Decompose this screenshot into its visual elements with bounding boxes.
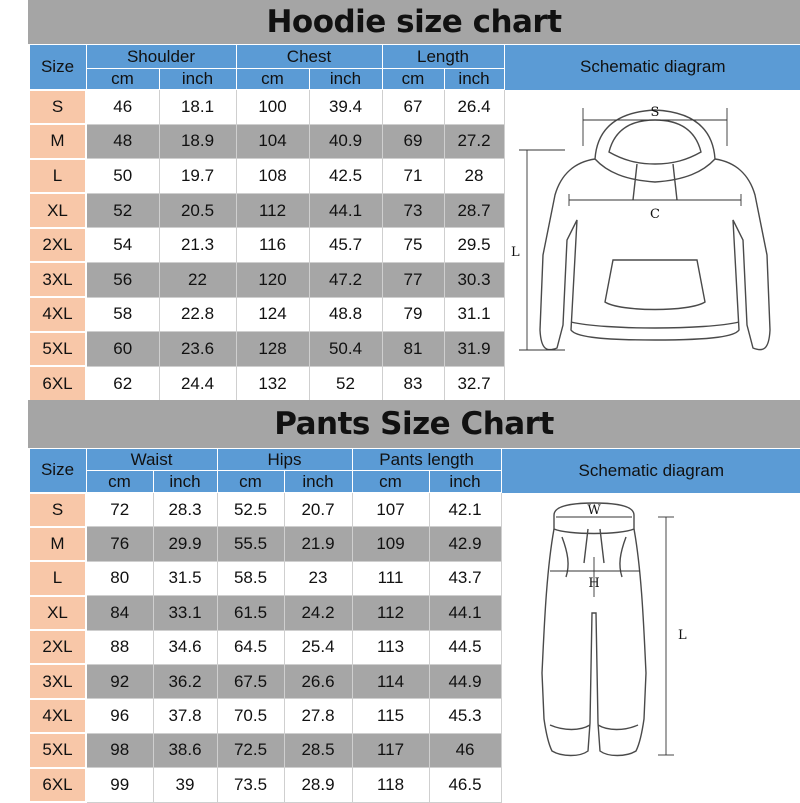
measure-cell: 47.2: [309, 262, 382, 297]
measure-cell: 104: [236, 124, 309, 159]
measure-cell: 22: [159, 262, 236, 297]
hoodie-schematic-diagram: [504, 90, 800, 401]
pants-size-header: Size: [29, 449, 86, 493]
hoodie-unit-header: inch: [444, 69, 504, 90]
measure-cell: 67.5: [217, 664, 284, 698]
hoodie-unit-header: cm: [86, 69, 159, 90]
measure-cell: 22.8: [159, 297, 236, 332]
hoodie-section: [28, 0, 800, 398]
hips-dimension: [550, 557, 640, 597]
measure-cell: 24.4: [159, 366, 236, 401]
measure-cell: 107: [352, 493, 429, 527]
measure-cell: 42.1: [429, 493, 501, 527]
hoodie-diagram-header: Schematic diagram: [504, 45, 800, 90]
pants-title: Pants Size Chart: [28, 400, 800, 448]
measure-cell: 67: [382, 90, 444, 125]
measure-cell: 124: [236, 297, 309, 332]
pants-unit-header: inch: [284, 471, 352, 493]
measure-cell: 80: [86, 561, 153, 595]
size-label: M: [29, 527, 86, 561]
measure-cell: 46: [86, 90, 159, 125]
measure-cell: 39.4: [309, 90, 382, 125]
measure-cell: 28.9: [284, 768, 352, 802]
chest-label: C: [649, 206, 660, 222]
hoodie-drawing: [505, 90, 800, 400]
measure-cell: 132: [236, 366, 309, 401]
measure-cell: 113: [352, 630, 429, 664]
measure-cell: 26.6: [284, 664, 352, 698]
measure-cell: 118: [352, 768, 429, 802]
measure-cell: 55.5: [217, 527, 284, 561]
measure-cell: 18.1: [159, 90, 236, 125]
table-row: [29, 90, 800, 125]
measure-cell: 56: [86, 262, 159, 297]
measure-cell: 61.5: [217, 596, 284, 630]
measure-cell: 79: [382, 297, 444, 332]
measure-cell: 31.9: [444, 332, 504, 367]
hoodie-header-row: [29, 45, 800, 69]
measure-cell: 116: [236, 228, 309, 263]
measure-cell: 117: [352, 733, 429, 767]
length-label: L: [677, 627, 687, 643]
pants-drawing: [502, 493, 800, 793]
measure-cell: 120: [236, 262, 309, 297]
measure-cell: 72.5: [217, 733, 284, 767]
measure-cell: 77: [382, 262, 444, 297]
measure-cell: 29.9: [153, 527, 217, 561]
measure-cell: 46: [429, 733, 501, 767]
measure-cell: 37.8: [153, 699, 217, 733]
measure-cell: 23: [284, 561, 352, 595]
size-label: 3XL: [29, 664, 86, 698]
measure-cell: 111: [352, 561, 429, 595]
pants-unit-header: inch: [153, 471, 217, 493]
measure-cell: 98: [86, 733, 153, 767]
measure-cell: 42.9: [429, 527, 501, 561]
measure-cell: 114: [352, 664, 429, 698]
measure-cell: 38.6: [153, 733, 217, 767]
hips-label: H: [587, 575, 600, 591]
size-label: XL: [29, 596, 86, 630]
measure-cell: 48: [86, 124, 159, 159]
chest-dimension: [569, 194, 741, 222]
table-row: [29, 493, 800, 527]
measure-cell: 54: [86, 228, 159, 263]
size-label: 4XL: [29, 699, 86, 733]
measure-cell: 112: [352, 596, 429, 630]
waist-label: W: [586, 502, 601, 518]
pants-unit-header: cm: [217, 471, 284, 493]
measure-cell: 39: [153, 768, 217, 802]
size-label: 2XL: [29, 228, 86, 263]
hoodie-unit-header: cm: [382, 69, 444, 90]
size-label: M: [29, 124, 86, 159]
measure-cell: 70.5: [217, 699, 284, 733]
shoulder-dimension: [583, 105, 727, 146]
size-label: 5XL: [29, 733, 86, 767]
measure-cell: 64.5: [217, 630, 284, 664]
measure-cell: 28: [444, 159, 504, 194]
pants-size-table: [28, 448, 800, 803]
measure-cell: 21.3: [159, 228, 236, 263]
measure-cell: 96: [86, 699, 153, 733]
measure-cell: 81: [382, 332, 444, 367]
size-label: 5XL: [29, 332, 86, 367]
measure-cell: 73.5: [217, 768, 284, 802]
measure-cell: 45.3: [429, 699, 501, 733]
measure-cell: 34.6: [153, 630, 217, 664]
size-label: 3XL: [29, 262, 86, 297]
measure-cell: 44.1: [429, 596, 501, 630]
measure-cell: 28.5: [284, 733, 352, 767]
shoulder-label: S: [650, 104, 659, 120]
measure-cell: 28.3: [153, 493, 217, 527]
measure-cell: 40.9: [309, 124, 382, 159]
pants-outline: [542, 503, 646, 756]
pants-schematic-diagram: [501, 493, 800, 803]
measure-cell: 50.4: [309, 332, 382, 367]
measure-cell: 44.1: [309, 193, 382, 228]
measure-cell: 71: [382, 159, 444, 194]
measure-cell: 18.9: [159, 124, 236, 159]
measure-cell: 69: [382, 124, 444, 159]
measure-cell: 99: [86, 768, 153, 802]
measure-cell: 48.8: [309, 297, 382, 332]
measure-cell: 115: [352, 699, 429, 733]
length-label: L: [510, 244, 520, 260]
pants-unit-header: cm: [86, 471, 153, 493]
measure-cell: 62: [86, 366, 159, 401]
measure-cell: 112: [236, 193, 309, 228]
measure-cell: 72: [86, 493, 153, 527]
pants-unit-header: inch: [429, 471, 501, 493]
measure-cell: 83: [382, 366, 444, 401]
hoodie-unit-header: cm: [236, 69, 309, 90]
measure-cell: 100: [236, 90, 309, 125]
measure-cell: 29.5: [444, 228, 504, 263]
measure-cell: 28.7: [444, 193, 504, 228]
measure-cell: 58.5: [217, 561, 284, 595]
pants-diagram-header: Schematic diagram: [501, 449, 800, 493]
measure-cell: 58: [86, 297, 159, 332]
pants-header-row: [29, 449, 800, 471]
hoodie-unit-header: inch: [309, 69, 382, 90]
size-label: L: [29, 561, 86, 595]
measure-cell: 109: [352, 527, 429, 561]
measure-cell: 76: [86, 527, 153, 561]
measure-cell: 30.3: [444, 262, 504, 297]
measure-cell: 43.7: [429, 561, 501, 595]
pants-group-header: Waist: [86, 449, 217, 471]
measure-cell: 108: [236, 159, 309, 194]
hoodie-size-header: Size: [29, 45, 86, 90]
hoodie-unit-header: inch: [159, 69, 236, 90]
measure-cell: 73: [382, 193, 444, 228]
size-label: S: [29, 493, 86, 527]
measure-cell: 20.5: [159, 193, 236, 228]
measure-cell: 60: [86, 332, 159, 367]
measure-cell: 44.9: [429, 664, 501, 698]
measure-cell: 52: [309, 366, 382, 401]
measure-cell: 27.2: [444, 124, 504, 159]
measure-cell: 42.5: [309, 159, 382, 194]
measure-cell: 52.5: [217, 493, 284, 527]
size-label: 2XL: [29, 630, 86, 664]
size-label: L: [29, 159, 86, 194]
measure-cell: 19.7: [159, 159, 236, 194]
length-dimension: [511, 150, 565, 350]
hoodie-title: Hoodie size chart: [28, 0, 800, 44]
measure-cell: 45.7: [309, 228, 382, 263]
length-dimension: [658, 517, 687, 755]
measure-cell: 32.7: [444, 366, 504, 401]
measure-cell: 23.6: [159, 332, 236, 367]
hoodie-outline: [540, 110, 770, 350]
measure-cell: 33.1: [153, 596, 217, 630]
pants-group-header: Hips: [217, 449, 352, 471]
measure-cell: 31.1: [444, 297, 504, 332]
measure-cell: 25.4: [284, 630, 352, 664]
size-label: 4XL: [29, 297, 86, 332]
measure-cell: 92: [86, 664, 153, 698]
pants-group-header: Pants length: [352, 449, 501, 471]
measure-cell: 26.4: [444, 90, 504, 125]
pants-section: [28, 400, 800, 800]
size-label: S: [29, 90, 86, 125]
measure-cell: 88: [86, 630, 153, 664]
hoodie-group-header: Length: [382, 45, 504, 69]
size-label: 6XL: [29, 768, 86, 802]
pants-unit-header: cm: [352, 471, 429, 493]
measure-cell: 31.5: [153, 561, 217, 595]
measure-cell: 52: [86, 193, 159, 228]
measure-cell: 44.5: [429, 630, 501, 664]
measure-cell: 24.2: [284, 596, 352, 630]
hoodie-group-header: Chest: [236, 45, 382, 69]
measure-cell: 20.7: [284, 493, 352, 527]
hoodie-size-table: [28, 44, 800, 402]
hoodie-group-header: Shoulder: [86, 45, 236, 69]
size-label: 6XL: [29, 366, 86, 401]
measure-cell: 21.9: [284, 527, 352, 561]
measure-cell: 50: [86, 159, 159, 194]
measure-cell: 128: [236, 332, 309, 367]
size-label: XL: [29, 193, 86, 228]
measure-cell: 36.2: [153, 664, 217, 698]
measure-cell: 75: [382, 228, 444, 263]
measure-cell: 46.5: [429, 768, 501, 802]
measure-cell: 27.8: [284, 699, 352, 733]
measure-cell: 84: [86, 596, 153, 630]
